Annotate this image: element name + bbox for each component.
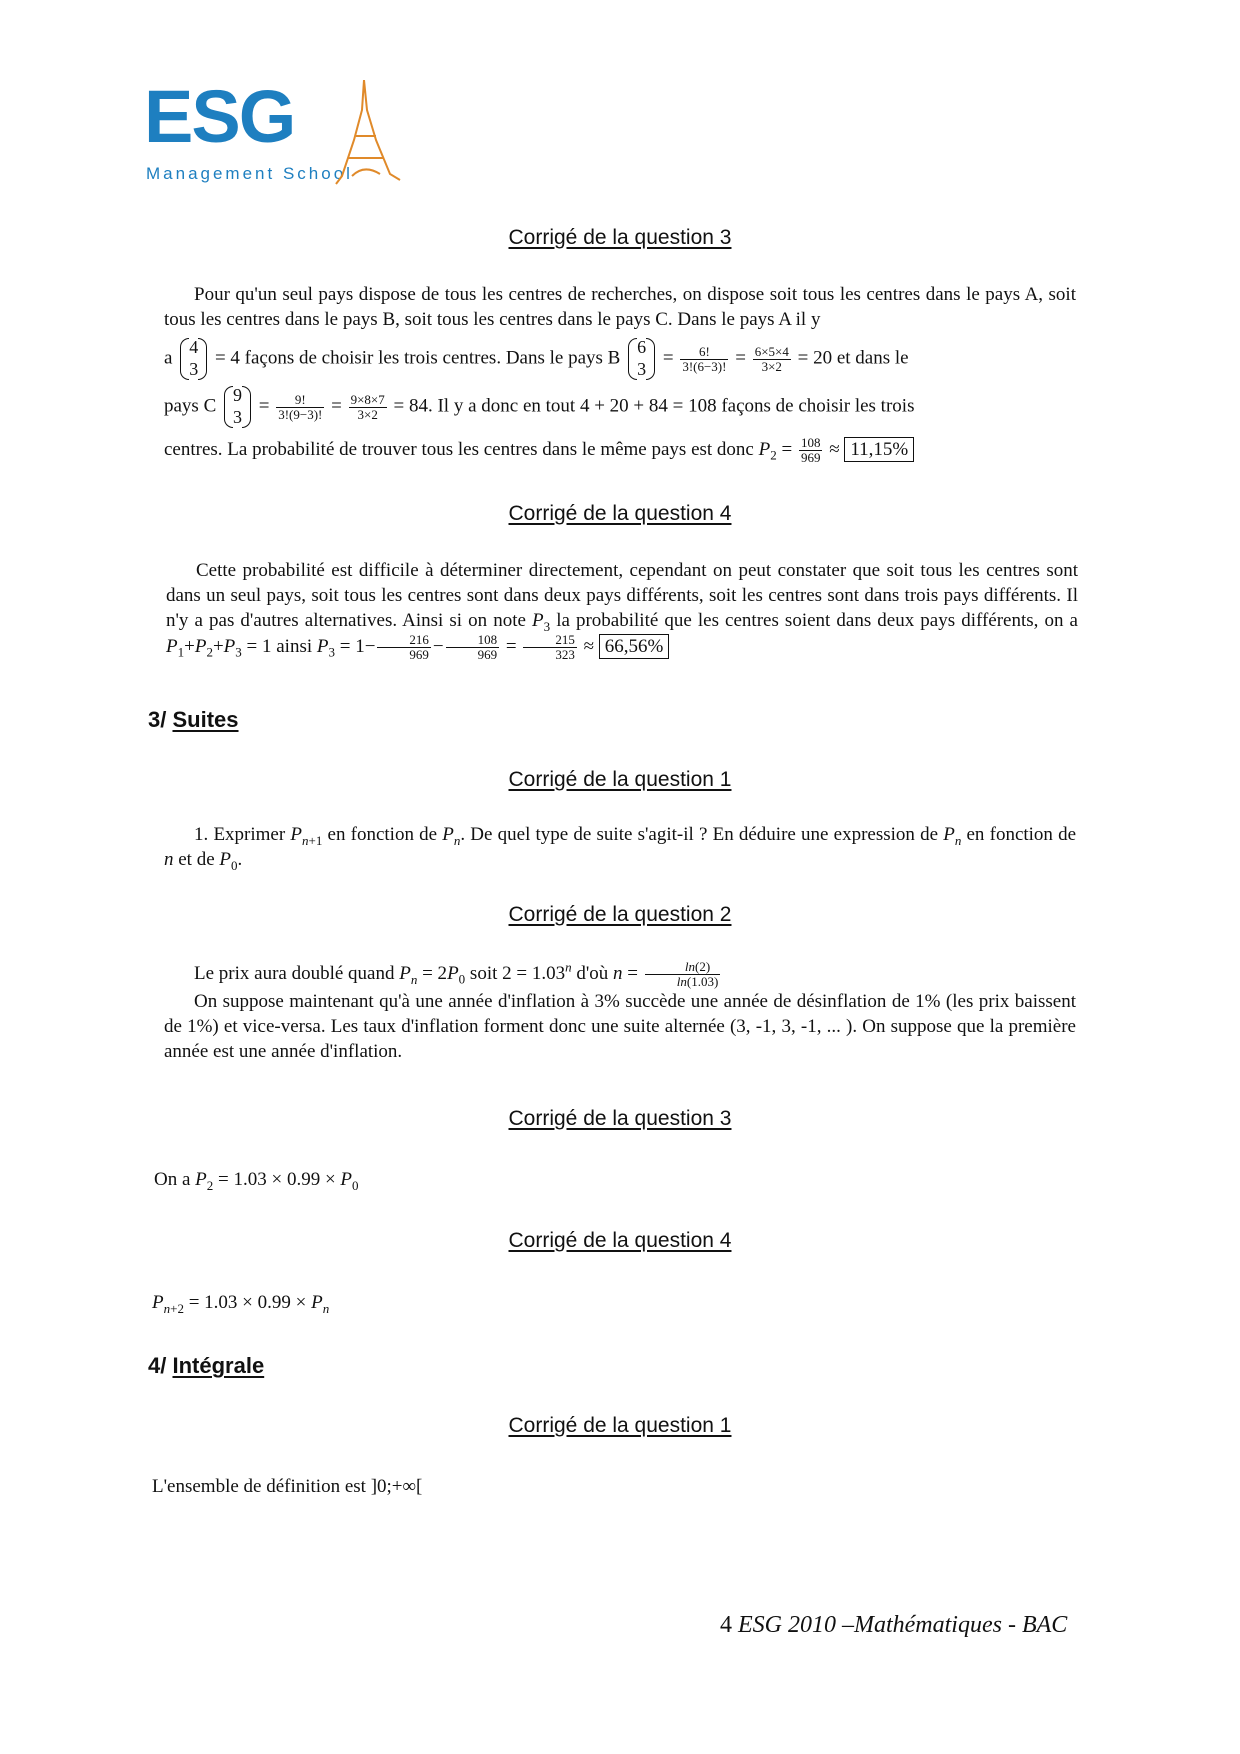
q3-eq1: = 4 façons de choisir les trois centres. Dans le pays B	[214, 347, 621, 369]
binom-4-3: 4 3	[180, 336, 207, 382]
q3-pays-c: pays C	[164, 395, 217, 417]
eiffel-tower-icon	[334, 80, 404, 185]
question-4-answer: Cette probabilité est difficile à déterminer directement, cependant on peut constater que soit tous les centres sont dans un seul pays, soit tous les centres sont dans deux pays différents, soit les centres sont dans trois pays différents. Il n'y a pas d'autres alternatives. Ainsi si on note $P_3$ la probabilité que les centres soient dans deux pays différents, on a $P_1+P_2+P_3 = 1$ ainsi $P_3 = 1-$ $\frac{216}{969}$ − $\frac{108}{969}$ = $\frac{215}{323}$ ≈ 66,56%	[166, 560, 1078, 662]
suites-question-1-title: Corrigé de la question 1	[508, 768, 732, 791]
q3-eq2: = 20 et dans le	[797, 347, 909, 369]
q3-last: centres. La probabilité de trouver tous les centres dans le même pays est donc	[164, 438, 754, 460]
s1-num: 1.	[194, 824, 209, 845]
integrale-question-1-text	[152, 1474, 1064, 1499]
s1-a: Exprimer	[213, 824, 286, 845]
q3-a: a	[164, 347, 173, 369]
esg-logo	[144, 75, 404, 190]
suites-question-3-text: On a $P_2 = 1.03 \times 0.99 \times P_0$	[154, 1169, 359, 1193]
section-suites-number: 3/	[148, 707, 167, 732]
page-number: 4	[720, 1612, 732, 1638]
suites-question-2-text: Le prix aura doublé quand $P_n = 2P_0$ soit $2 = 1.03^n$ d'où n = $\frac{\ln(2)}{\ln(1.03)}$ On suppose maintenant qu'à une année d'inflation à 3% succède une année de désinflation de 1% (les prix baissent de 1%) et vice-versa. Les taux d'inflation forment donc une suite alternée (3, -1, 3, -1, ... ). On suppose que la première année est une année d'inflation.	[164, 959, 1076, 1062]
q4-text: Cette probabilité est difficile à déterminer directement, cependant on peut constater que soit tous les centres sont dans un seul pays, soit tous les centres sont dans deux pays différents, soit les centres sont dans trois pays différents. Il n'y a pas d'autres alternatives. Ainsi si on note	[166, 560, 1078, 631]
s4-eq: = 1.03 × 0.99 ×	[188, 1292, 307, 1313]
suites-question-3-title: Corrigé de la question 3	[508, 1107, 732, 1130]
logo-text: ESG	[144, 75, 295, 158]
s2-paragraph: On suppose maintenant qu'à une année d'inflation à 3% succède une année de désinflation de 1% (les prix baissent de 1%) et vice-versa. Les taux d'inflation forment donc une suite alternée (3, -1, 3, -1, ... ). On suppose que la première année est une année d'inflation.	[164, 991, 1076, 1062]
s1-c: . De quel type de suite s'agit-il ? En déduire une expression de	[460, 824, 939, 845]
suites-question-1-text: 1. Exprimer $P_{n+1}$ en fonction de $P_n$. De quel type de suite s'agit-il ? En déduire une expression de $P_n$ en fonction de n et de $P_0$.	[164, 824, 1077, 873]
q4-ainsi: ainsi	[276, 635, 313, 657]
s3-a: On a	[154, 1169, 191, 1190]
q4-result: 66,56%	[599, 634, 670, 659]
i1-text: L'ensemble de définition est ]0;+∞[	[152, 1476, 423, 1497]
suites-question-4-title: Corrigé de la question 4	[508, 1229, 732, 1252]
q4-text2: la probabilité que les centres soient dans deux pays différents, on a	[556, 610, 1078, 631]
s3-eq: = 1.03 × 0.99 ×	[218, 1169, 336, 1190]
footer-title: ESG 2010 –Mathématiques - BAC	[738, 1612, 1068, 1638]
q3-intro: Pour qu'un seul pays dispose de tous les centres de recherches, on dispose soit tous les centres dans le pays A, soit tous les centres dans le pays B, soit tous les centres dans le pays C. Dans le pays A il y	[164, 284, 1076, 330]
suites-question-4-text: $P_{n+2} = 1.03 \times 0.99 \times P_n$	[152, 1292, 330, 1316]
question-4-title: Corrigé de la question 4	[508, 502, 732, 525]
section-integrale-label: Intégrale	[172, 1353, 265, 1378]
s2-b: soit 2 = 1.03	[469, 962, 566, 984]
binom-9-3: 9 3	[224, 384, 251, 430]
section-integrale	[148, 1353, 264, 1379]
question-3-title: Corrigé de la question 3	[508, 226, 732, 249]
question-3-answer: Pour qu'un seul pays dispose de tous les centres de recherches, on dispose soit tous les centres dans le pays A, soit tous les centres dans le pays B, soit tous les centres dans le pays C. Dans le pays A il y a 4 3 = 4 façons de choisir les trois centres. Dans le pays B 6 3 = $\frac{6!}{3!(6-3)!}$ = $\frac{6\times 5\times 4}{3\times 2}$ = 20 et dans le pays C 9 3 = $\frac{9!}{3!(9-3)!}$ = $\frac{9\times 8\times 7}{3\times 2}$ = 84. Il y a donc en tout 4 + 20 + 84 = 108 façons de choisir les trois centres. La probabilité de trouver tous les centres dans le même pays est donc $P_2$ = $\frac{108}{969}$ ≈ 11,15%	[164, 284, 1076, 465]
s1-b: en fonction de	[327, 824, 438, 845]
q3-eq3: = 84. Il y a donc en tout 4 + 20 + 84 = 108 façons de choisir les trois	[393, 395, 915, 417]
section-integrale-number: 4/	[148, 1353, 167, 1378]
suites-question-2-title: Corrigé de la question 2	[508, 903, 732, 926]
page-footer	[720, 1612, 1067, 1639]
s2-a: Le prix aura doublé quand	[194, 962, 395, 984]
integrale-question-1-title: Corrigé de la question 1	[508, 1414, 732, 1437]
q3-result: 11,15%	[844, 437, 914, 462]
s2-c: d'où	[576, 962, 609, 984]
s1-d: en fonction de	[966, 824, 1077, 845]
section-suites	[148, 707, 239, 733]
logo-subtitle: Management School	[146, 164, 353, 183]
section-suites-label: Suites	[172, 707, 239, 732]
s1-e: et de	[178, 849, 215, 870]
binom-6-3: 6 3	[628, 336, 655, 382]
